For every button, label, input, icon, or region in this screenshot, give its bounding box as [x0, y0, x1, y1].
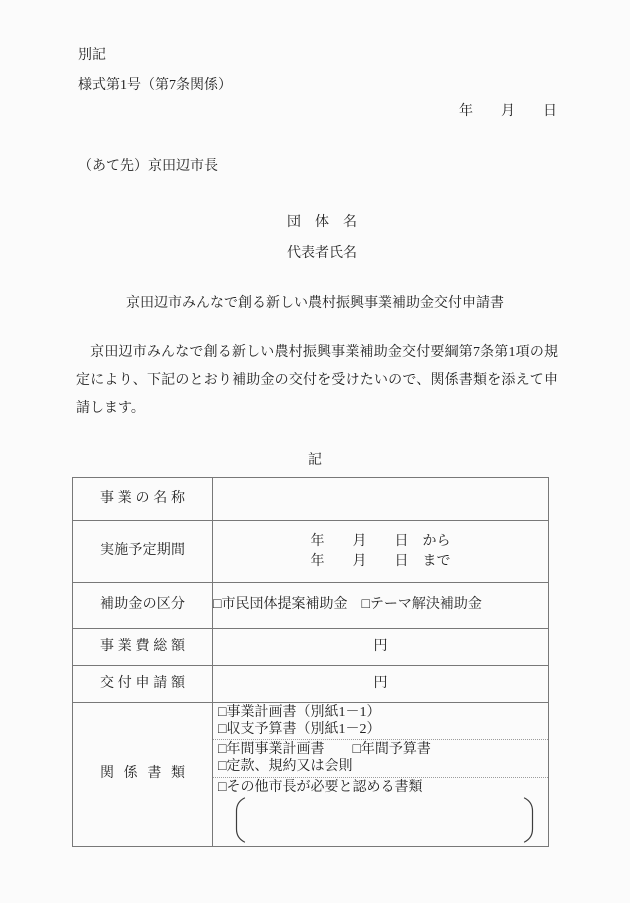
document-checkbox-item: □事業計画書（別紙1－1）	[218, 705, 381, 720]
documents-value-cell	[213, 703, 549, 847]
application-table	[72, 477, 549, 847]
organization-name-label: 団 体 名	[287, 215, 357, 230]
body-paragraph: 京田辺市みんなで創る新しい農村振興事業補助金交付要綱第7条第1項の規定により、下記のとおり補助金の交付を受けたいので、関係書類を添えて申請します。	[76, 345, 558, 416]
documents-group-3	[213, 778, 548, 846]
total-cost-label-cell	[73, 629, 213, 666]
category-options-line: □市民団体提案補助金 □テーマ解決補助金	[213, 597, 482, 613]
document-checkbox-item: □定款、規約又は会則	[218, 759, 353, 774]
category-label-cell	[73, 583, 213, 629]
table-row-requested-amount	[73, 666, 549, 703]
documents-label: 関係書類	[100, 766, 185, 782]
requested-amount-unit: 円	[373, 675, 388, 691]
project-name-label-cell	[73, 478, 213, 521]
period-label: 実施予定期間	[100, 543, 185, 559]
period-from-line: 年 月 日 から	[310, 533, 451, 549]
project-name-label: 事業の名称	[100, 490, 185, 506]
period-value-cell	[213, 521, 549, 583]
period-label-cell	[73, 521, 213, 583]
form-note: 別記	[78, 48, 106, 63]
documents-group-1	[213, 703, 548, 740]
total-cost-unit: 円	[373, 638, 388, 654]
total-cost-label: 事業費総額	[100, 638, 185, 654]
left-bracket-glyph	[234, 797, 246, 843]
category-value-cell	[213, 583, 549, 629]
requested-amount-value-cell	[213, 666, 549, 703]
table-row-period	[73, 521, 549, 583]
documents-group-2	[213, 740, 548, 778]
other-documents-fill-in-area	[234, 797, 535, 843]
date-placeholder-line: 年 月 日	[459, 104, 557, 119]
form-number: 様式第1号（第7条関係）	[78, 78, 232, 93]
requested-amount-label: 交付申請額	[100, 675, 185, 691]
document-checkbox-item: □収支予算書（別紙1－2）	[218, 722, 381, 737]
document-checkbox-item: □その他市長が必要と認める書類	[218, 780, 423, 795]
addressee-line: （あて先）京田辺市長	[78, 159, 218, 174]
table-row-category	[73, 583, 549, 629]
table-row-project-name	[73, 478, 549, 521]
right-bracket-glyph	[523, 797, 535, 843]
total-cost-value-cell	[213, 629, 549, 666]
documents-label-cell	[73, 703, 213, 847]
document-checkbox-item: □年間事業計画書 □年間予算書	[218, 742, 431, 757]
period-to-line: 年 月 日 まで	[310, 553, 451, 569]
category-label: 補助金の区分	[100, 597, 185, 613]
representative-name-label: 代表者氏名	[287, 246, 357, 261]
document-title: 京田辺市みんなで創る新しい農村振興事業補助金交付申請書	[126, 296, 504, 311]
table-row-documents	[73, 703, 549, 847]
table-row-total-cost	[73, 629, 549, 666]
requested-amount-label-cell	[73, 666, 213, 703]
project-name-value-cell	[213, 478, 549, 521]
record-marker: 記	[308, 453, 322, 468]
